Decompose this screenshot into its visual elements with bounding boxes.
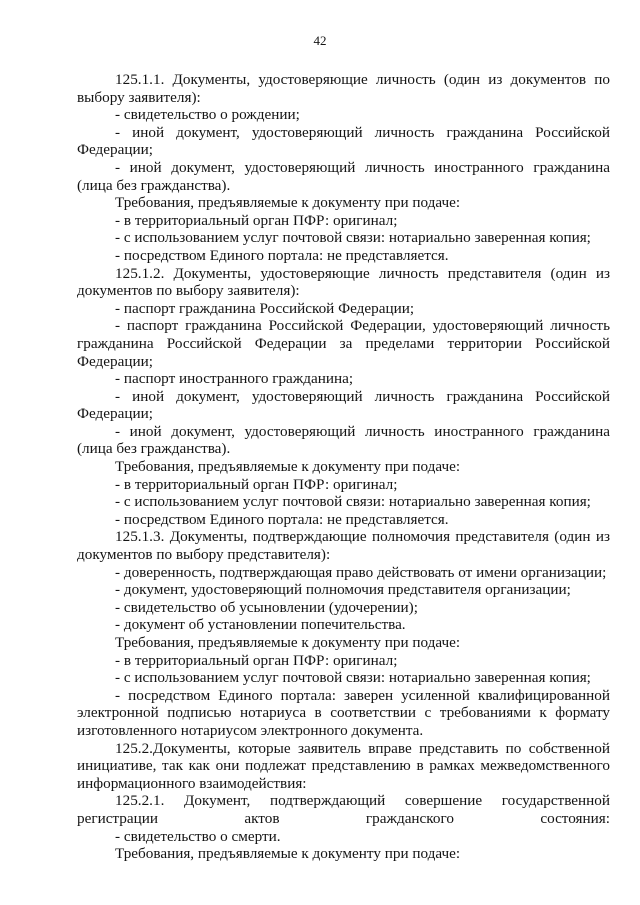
paragraph: - с использованием услуг почтовой связи: нотариально заверенная копия; <box>115 493 591 511</box>
document-body <box>77 71 610 863</box>
paragraph: - с использованием услуг почтовой связи: нотариально заверенная копия; <box>115 669 591 687</box>
paragraph: - иной документ, удостоверяющий личность иностранного гражданина (лица без гражданства). <box>77 422 610 458</box>
paragraph: 125.2.1. Документ, подтверждающий совершение государственной регистрации актов гражданского состояния: <box>77 792 610 827</box>
paragraph: Требования, предъявляемые к документу при подаче: <box>115 458 461 476</box>
paragraph: Требования, предъявляемые к документу при подаче: <box>115 845 461 863</box>
paragraph: - с использованием услуг почтовой связи: нотариально заверенная копия; <box>115 229 591 247</box>
paragraph: - в территориальный орган ПФР: оригинал; <box>115 211 398 229</box>
paragraph: - посредством Единого портала: не представляется. <box>115 510 449 528</box>
paragraph: - иной документ, удостоверяющий личность иностранного гражданина (лица без гражданства). <box>77 158 610 194</box>
paragraph: - документ об установлении попечительства. <box>115 616 406 634</box>
paragraph: - посредством Единого портала: заверен усиленной квалифицированной электронной подписью нотариуса в соответствии с требованиями к формату изготовленного нотариусом электронного документа. <box>77 686 610 739</box>
paragraph: - иной документ, удостоверяющий личность гражданина Российской Федерации; <box>77 123 610 159</box>
paragraph: - посредством Единого портала: не представляется. <box>115 246 449 264</box>
paragraph: - иной документ, удостоверяющий личность гражданина Российской Федерации; <box>77 387 610 423</box>
paragraph: - свидетельство о рождении; <box>115 106 300 124</box>
paragraph: Требования, предъявляемые к документу при подаче: <box>115 634 461 651</box>
paragraph: - паспорт гражданина Российской Федерации, удостоверяющий личность гражданина Российской Федерации за пределами территории Российской Федерации; <box>77 317 610 370</box>
paragraph: - паспорт иностранного гражданина; <box>115 370 354 388</box>
paragraph: - доверенность, подтверждающая право действовать от имени организации; <box>115 563 607 581</box>
paragraph: 125.1.1. Документы, удостоверяющие личность (один из документов по выбору заявителя): <box>77 71 610 106</box>
paragraph: - документ, удостоверяющий полномочия представителя организации; <box>115 581 571 599</box>
paragraph: - свидетельство об усыновлении (удочерении); <box>115 598 418 616</box>
paragraph: - свидетельство о смерти. <box>115 827 281 845</box>
page-number: 42 <box>313 33 327 48</box>
paragraph: 125.1.3. Документы, подтверждающие полномочия представителя (один из документов по выбору представителя): <box>77 528 610 564</box>
paragraph: - паспорт гражданина Российской Федерации; <box>115 299 415 317</box>
paragraph: - в территориальный орган ПФР: оригинал; <box>115 475 398 493</box>
paragraph: 125.2.Документы, которые заявитель вправе представить по собственной инициативе, так как они подлежат представлению в рамках межведомственного информационного взаимодействия: <box>77 739 610 792</box>
paragraph: 125.1.2. Документы, удостоверяющие личность представителя (один из документов по выбору заявителя): <box>77 264 610 300</box>
paragraph: Требования, предъявляемые к документу при подаче: <box>115 194 461 212</box>
paragraph: - в территориальный орган ПФР: оригинал; <box>115 651 398 669</box>
